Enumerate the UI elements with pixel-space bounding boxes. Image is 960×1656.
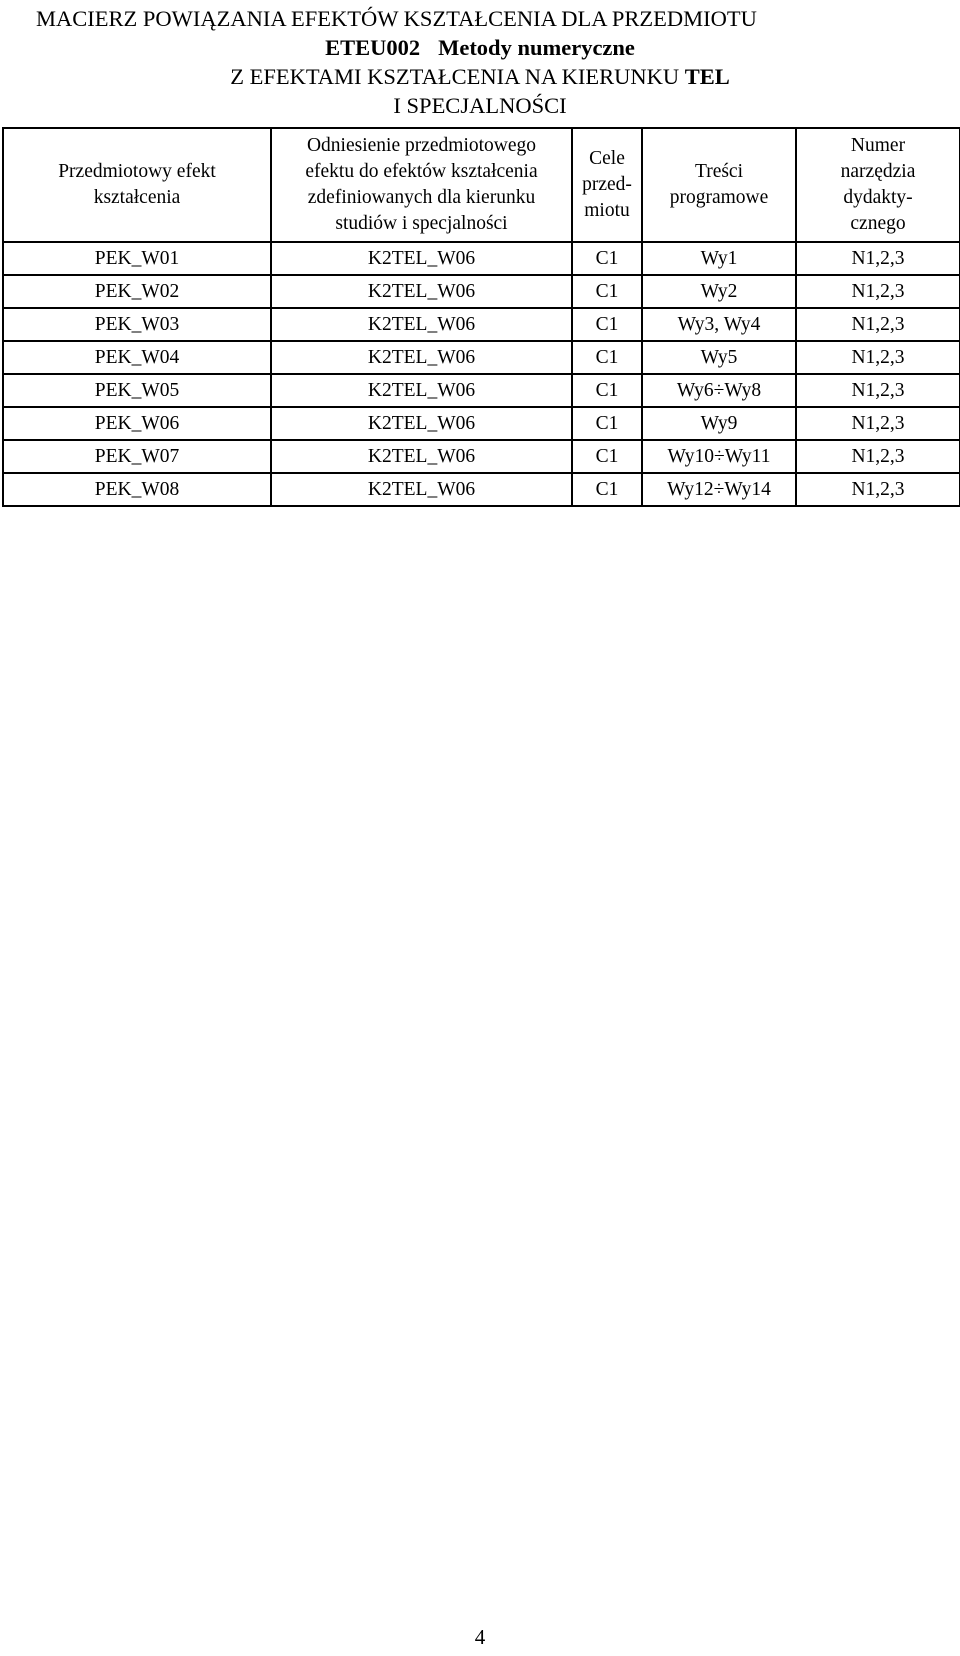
cell-effect: PEK_W08 — [3, 473, 271, 506]
title-line-4: I SPECJALNOŚCI — [393, 93, 567, 118]
table-row — [3, 275, 960, 308]
header-effect: Przedmiotowy efekt kształcenia — [3, 128, 271, 242]
effects-matrix-table — [2, 127, 960, 507]
cell-content: Wy10÷Wy11 — [642, 440, 796, 473]
cell-reference: K2TEL_W06 — [271, 275, 572, 308]
cell-effect: PEK_W03 — [3, 308, 271, 341]
header-tool: Numer narzędzia dydakty- cznego — [796, 128, 960, 242]
cell-effect: PEK_W04 — [3, 341, 271, 374]
table-row — [3, 407, 960, 440]
table-row — [3, 440, 960, 473]
cell-reference: K2TEL_W06 — [271, 308, 572, 341]
table-row — [3, 374, 960, 407]
cell-content: Wy3, Wy4 — [642, 308, 796, 341]
document-title — [0, 4, 960, 120]
table-row — [3, 308, 960, 341]
course-name: Metody numeryczne — [438, 35, 635, 60]
title-line-3 — [0, 62, 960, 91]
cell-effect: PEK_W07 — [3, 440, 271, 473]
table-row — [3, 473, 960, 506]
cell-goal: C1 — [572, 407, 642, 440]
cell-tool: N1,2,3 — [796, 275, 960, 308]
cell-tool: N1,2,3 — [796, 341, 960, 374]
cell-tool: N1,2,3 — [796, 308, 960, 341]
cell-content: Wy1 — [642, 242, 796, 275]
page-number: 4 — [474, 1625, 486, 1649]
header-content: Treści programowe — [642, 128, 796, 242]
cell-effect: PEK_W01 — [3, 242, 271, 275]
cell-tool: N1,2,3 — [796, 407, 960, 440]
cell-goal: C1 — [572, 473, 642, 506]
field-code: TEL — [684, 64, 730, 89]
cell-goal: C1 — [572, 308, 642, 341]
cell-content: Wy5 — [642, 341, 796, 374]
cell-effect: PEK_W06 — [3, 407, 271, 440]
cell-content: Wy6÷Wy8 — [642, 374, 796, 407]
cell-tool: N1,2,3 — [796, 242, 960, 275]
cell-goal: C1 — [572, 374, 642, 407]
cell-reference: K2TEL_W06 — [271, 473, 572, 506]
course-code: ETEU002 — [325, 35, 421, 60]
title-line-1: MACIERZ POWIĄZANIA EFEKTÓW KSZTAŁCENIA DLA PRZEDMIOTU — [36, 6, 757, 31]
cell-goal: C1 — [572, 242, 642, 275]
table-header-row — [3, 128, 960, 242]
title-line-3-prefix: Z EFEKTAMI KSZTAŁCENIA NA KIERUNKU — [230, 64, 680, 89]
cell-content: Wy12÷Wy14 — [642, 473, 796, 506]
title-line-2 — [0, 33, 960, 62]
cell-reference: K2TEL_W06 — [271, 374, 572, 407]
table-row — [3, 341, 960, 374]
cell-effect: PEK_W02 — [3, 275, 271, 308]
cell-content: Wy2 — [642, 275, 796, 308]
cell-reference: K2TEL_W06 — [271, 407, 572, 440]
cell-reference: K2TEL_W06 — [271, 341, 572, 374]
header-reference: Odniesienie przedmiotowego efektu do efektów kształcenia zdefiniowanych dla kierunku studiów i specjalności — [271, 128, 572, 242]
cell-effect: PEK_W05 — [3, 374, 271, 407]
header-goals: Cele przed- miotu — [572, 128, 642, 242]
cell-goal: C1 — [572, 341, 642, 374]
cell-tool: N1,2,3 — [796, 473, 960, 506]
cell-tool: N1,2,3 — [796, 374, 960, 407]
table-row — [3, 242, 960, 275]
cell-content: Wy9 — [642, 407, 796, 440]
cell-reference: K2TEL_W06 — [271, 440, 572, 473]
cell-reference: K2TEL_W06 — [271, 242, 572, 275]
cell-goal: C1 — [572, 440, 642, 473]
cell-goal: C1 — [572, 275, 642, 308]
cell-tool: N1,2,3 — [796, 440, 960, 473]
